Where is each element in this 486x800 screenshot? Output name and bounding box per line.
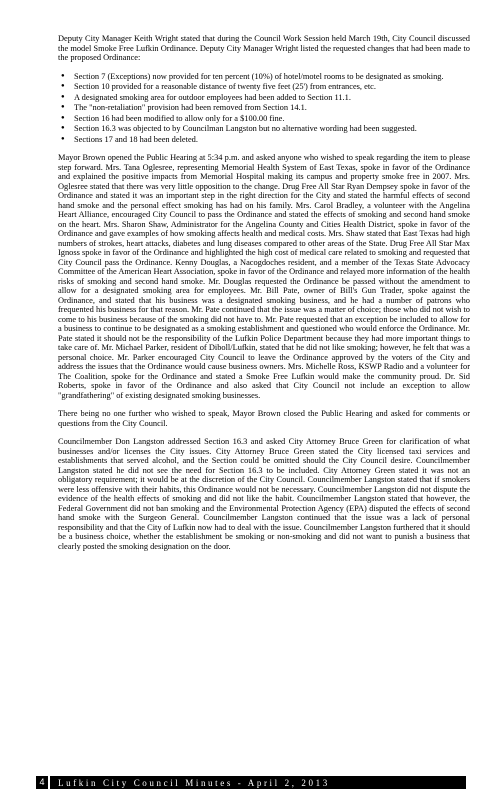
list-item: ● The "non-retaliation" provision had been removed from Section 14.1. [74, 103, 470, 113]
intro-paragraph: Deputy City Manager Keith Wright stated that during the Council Work Session held March 19th, City Council discussed the model Smoke Free Lufkin Ordinance. Deputy City Manager Wright listed the requested changes that had been made to the proposed Ordinance: [58, 34, 470, 62]
page-number: 4 [36, 776, 50, 789]
list-item: ● Section 16.3 was objected to by Councilman Langston but no alternative wording had been suggested. [74, 124, 470, 134]
list-item: ● Sections 17 and 18 had been deleted. [74, 135, 470, 145]
page-footer [36, 776, 466, 789]
hearing-closed-paragraph: There being no one further who wished to speak, Mayor Brown closed the Public Hearing and asked for comments or questions from the City Council. [58, 409, 470, 428]
list-item: ● Section 16 had been modified to allow only for a $100.00 fine. [74, 114, 470, 124]
footer-title: Lufkin City Council Minutes - April 2, 2013 [58, 777, 330, 788]
public-hearing-paragraph: Mayor Brown opened the Public Hearing at 5:34 p.m. and asked anyone who wished to speak regarding the item to please step forward. Mrs. Tana Oglesree, representing Memorial Health System of East Texas, spoke in favor of the Ordinance and explained the positive impacts from Memorial Hospital making its campus and property smoke free in 2007. Mrs. Oglesree stated that there was very little opposition to the change. Drug Free All Star Ryan Dempsey spoke in favor of the Ordinance and stated it was an important step in the right direction for the City and stated the harmful effects of second hand smoke and the personal effect smoking has had on his family. Mrs. Carol Bradley, a volunteer with the Angelina Heart Alliance, encouraged City Council to pass the Ordinance and stated the effects of smoking and second hand smoke on the heart. Mrs. Sharon Shaw, Administrator for the Angelina County and Cities Health District, spoke in favor of the Ordinance and gave examples of how smoking affects health and medical costs. Mrs. Shaw stated that East Texas had high numbers of strokes, heart attacks, diabetes and lung diseases compared to other areas of the State. Drug Free All Star Max Ignoss spoke in favor of the Ordinance and highlighted the high cost of medical care related to smoking and requested that City Council pass the Ordinance. Kenny Douglas, a Nacogdoches resident, and a member of the Texas State Advocacy Committee of the American Heart Association, spoke in favor of the Ordinance and relayed more information of the health risks of smoking and second hand smoke. Mr. Douglas requested the Ordinance be passed without the amendment to allow for a designated smoking area for employees. Mr. Bill Pate, owner of Bill's Gun Trader, spoke against the Ordinance, and stated that his business was a designated smoking business, and he had a number of patrons who frequented his business for that reason. Mr. Pate continued that the issue was a matter of choice; those who did not wish to come to his business because of the smoking did not have to. Mr. Pate requested that an exception be included to allow for a business to continue to be designated as a smoking establishment and questioned who would enforce the Ordinance. Mr. Pate stated it should not be the responsibility of the Lufkin Police Department because they had more important things to take care of. Mr. Michael Parker, resident of Diboll/Lufkin, stated that he did not like smoking; however, he felt that was a personal choice. Mr. Parker encouraged City Council to leave the Ordinance approved by the voters of the City and address the issues that the Ordinance would cause business owners. Mrs. Michelle Ross, KSWP Radio and a volunteer for The Coalition, spoke for the Ordinance and stated a Smoke Free Lufkin would make the community proud. Dr. Sid Roberts, spoke in favor of the Ordinance and also asked that City Council not include an exception to allow "grandfathering" of existing designated smoking businesses. [58, 153, 470, 400]
list-item: ● Section 7 (Exceptions) now provided for ten percent (10%) of hotel/motel rooms to be designated as smoking. [74, 72, 470, 82]
list-item: ● A designated smoking area for outdoor employees had been added to Section 11.1. [74, 93, 470, 103]
council-discussion-paragraph: Councilmember Don Langston addressed Section 16.3 and asked City Attorney Bruce Green for clarification of what businesses and/or licenses the City issues. City Attorney Bruce Green stated the City licensed taxi services and establishments that served alcohol, and the Section could be omitted should the City Council desire. Councilmember Langston stated he did not see the need for Section 16.3 to be included. City Attorney Green stated it was not an obligatory requirement; it would be at the discretion of the City Council. Councilmember Langston stated that if smokers were less offensive with their habits, this Ordinance would not be necessary. Councilmember Langston did not dispute the evidence of the health effects of smoking and did not like the habit. Councilmember Langston stated that however, the Federal Government did not ban smoking and the Environmental Protection Agency (EPA) disputed the effects of second hand smoke with the Surgeon General. Councilmember Langston continued that the issue was a lack of personal responsibility and that the City of Lufkin now had to deal with the issue. Councilmember Langston furthered that it should be a business choice, whether the establishment be smoking or non-smoking and did not want to punish a business that clearly posted the smoking designation on the door. [58, 437, 470, 551]
list-item: ● Section 10 provided for a reasonable distance of twenty five feet (25') from entrances, etc. [74, 82, 470, 92]
changes-list [58, 72, 470, 145]
minutes-page [58, 34, 470, 560]
